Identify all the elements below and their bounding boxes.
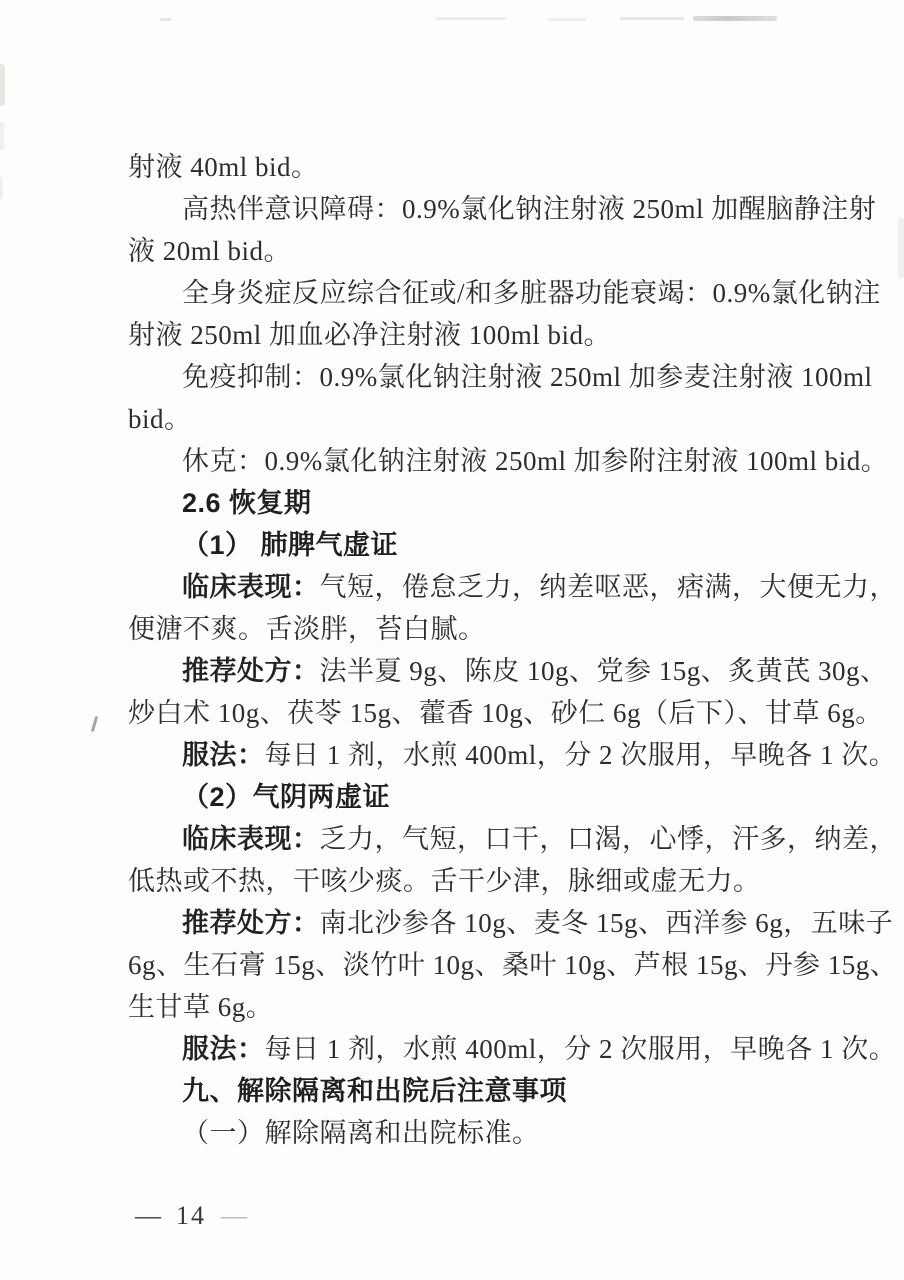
scan-artifact <box>91 716 98 732</box>
text-segment: 南北沙参各 10g、麦冬 15g、西洋参 6g，五味子 <box>319 908 894 938</box>
text-line <box>128 860 788 902</box>
text-segment: 射液 250ml 加血必净注射液 100ml bid。 <box>128 320 612 350</box>
text-segment: 便溏不爽。舌淡胖，苔白腻。 <box>128 614 486 644</box>
bold-text-segment: 九、解除隔离和出院后注意事项 <box>182 1076 567 1106</box>
text-segment: （一）解除隔离和出院标准。 <box>182 1118 540 1148</box>
text-line <box>128 734 897 776</box>
scan-artifact <box>0 64 5 106</box>
bold-text-segment: 服法： <box>182 740 265 770</box>
bold-text-segment: 临床表现： <box>182 572 320 602</box>
scan-artifact <box>436 17 506 20</box>
text-line <box>128 440 889 482</box>
text-segment: 液 20ml bid。 <box>128 236 292 266</box>
text-line <box>128 272 881 314</box>
text-segment: 休克：0.9%氯化钠注射液 250ml 加参附注射液 100ml bid。 <box>182 446 889 476</box>
bold-text-segment: （1） 肺脾气虚证 <box>182 530 399 560</box>
text-segment: bid。 <box>128 404 192 434</box>
text-line <box>128 986 788 1028</box>
text-segment: 每日 1 剂，水煎 400ml，分 2 次服用，早晚各 1 次。 <box>264 740 897 770</box>
text-line <box>128 692 883 734</box>
heading-line <box>128 1070 788 1112</box>
scan-artifact <box>160 18 171 21</box>
bold-text-segment: 服法： <box>182 1034 265 1064</box>
text-line <box>128 1028 897 1070</box>
scan-artifact <box>548 18 586 21</box>
text-segment: 6g、生石膏 15g、淡竹叶 10g、桑叶 10g、芦根 15g、丹参 15g、 <box>128 950 898 980</box>
text-line <box>128 314 788 356</box>
text-segment: 高热伴意识障碍：0.9%氯化钠注射液 250ml 加醒脑静注射 <box>182 194 877 224</box>
bold-text-segment: 推荐处方： <box>182 656 320 686</box>
page-number: 14 <box>176 1201 206 1230</box>
scan-artifact <box>0 122 4 150</box>
text-line <box>128 1112 788 1154</box>
text-segment: 射液 40ml bid。 <box>128 152 319 182</box>
text-segment: 炒白术 10g、茯苓 15g、藿香 10g、砂仁 6g（后下）、甘草 6g。 <box>128 698 883 728</box>
bold-text-segment: 2.6 恢复期 <box>182 488 312 518</box>
text-line <box>128 566 897 608</box>
text-line <box>128 146 788 188</box>
text-line <box>128 608 788 650</box>
heading-line <box>128 776 788 818</box>
bold-text-segment: 临床表现： <box>182 824 320 854</box>
scan-artifact <box>693 16 777 21</box>
scan-artifact <box>620 17 684 20</box>
text-segment: 免疫抑制：0.9%氯化钠注射液 250ml 加参麦注射液 100ml <box>182 362 873 392</box>
heading-line <box>128 482 788 524</box>
text-line <box>128 356 873 398</box>
bold-text-segment: （2）气阴两虚证 <box>182 782 391 812</box>
scan-artifact <box>898 218 904 278</box>
text-segment: 法半夏 9g、陈皮 10g、党参 15g、炙黄芪 30g、 <box>319 656 888 686</box>
text-line <box>128 398 788 440</box>
text-line <box>128 650 888 692</box>
text-line <box>128 230 788 272</box>
text-segment: 气短，倦怠乏力，纳差呕恶，痞满，大便无力， <box>319 572 897 602</box>
text-segment: 每日 1 剂，水煎 400ml，分 2 次服用，早晚各 1 次。 <box>264 1034 897 1064</box>
text-segment: 乏力，气短，口干，口渴，心悸，汗多，纳差， <box>319 824 897 854</box>
document-text <box>128 146 898 1154</box>
text-segment: 低热或不热，干咳少痰。舌干少津，脉细或虚无力。 <box>128 866 761 896</box>
text-line <box>128 902 894 944</box>
page-footer <box>135 1201 247 1231</box>
heading-line <box>128 524 788 566</box>
footer-dash-left: — <box>135 1201 161 1230</box>
text-segment: 生甘草 6g。 <box>128 992 274 1022</box>
footer-dash-right: — <box>221 1201 247 1230</box>
text-line <box>128 188 877 230</box>
text-line <box>128 944 898 986</box>
bold-text-segment: 推荐处方： <box>182 908 320 938</box>
scan-artifact <box>0 176 3 200</box>
text-line <box>128 818 897 860</box>
text-segment: 全身炎症反应综合征或/和多脏器功能衰竭：0.9%氯化钠注 <box>182 278 881 308</box>
